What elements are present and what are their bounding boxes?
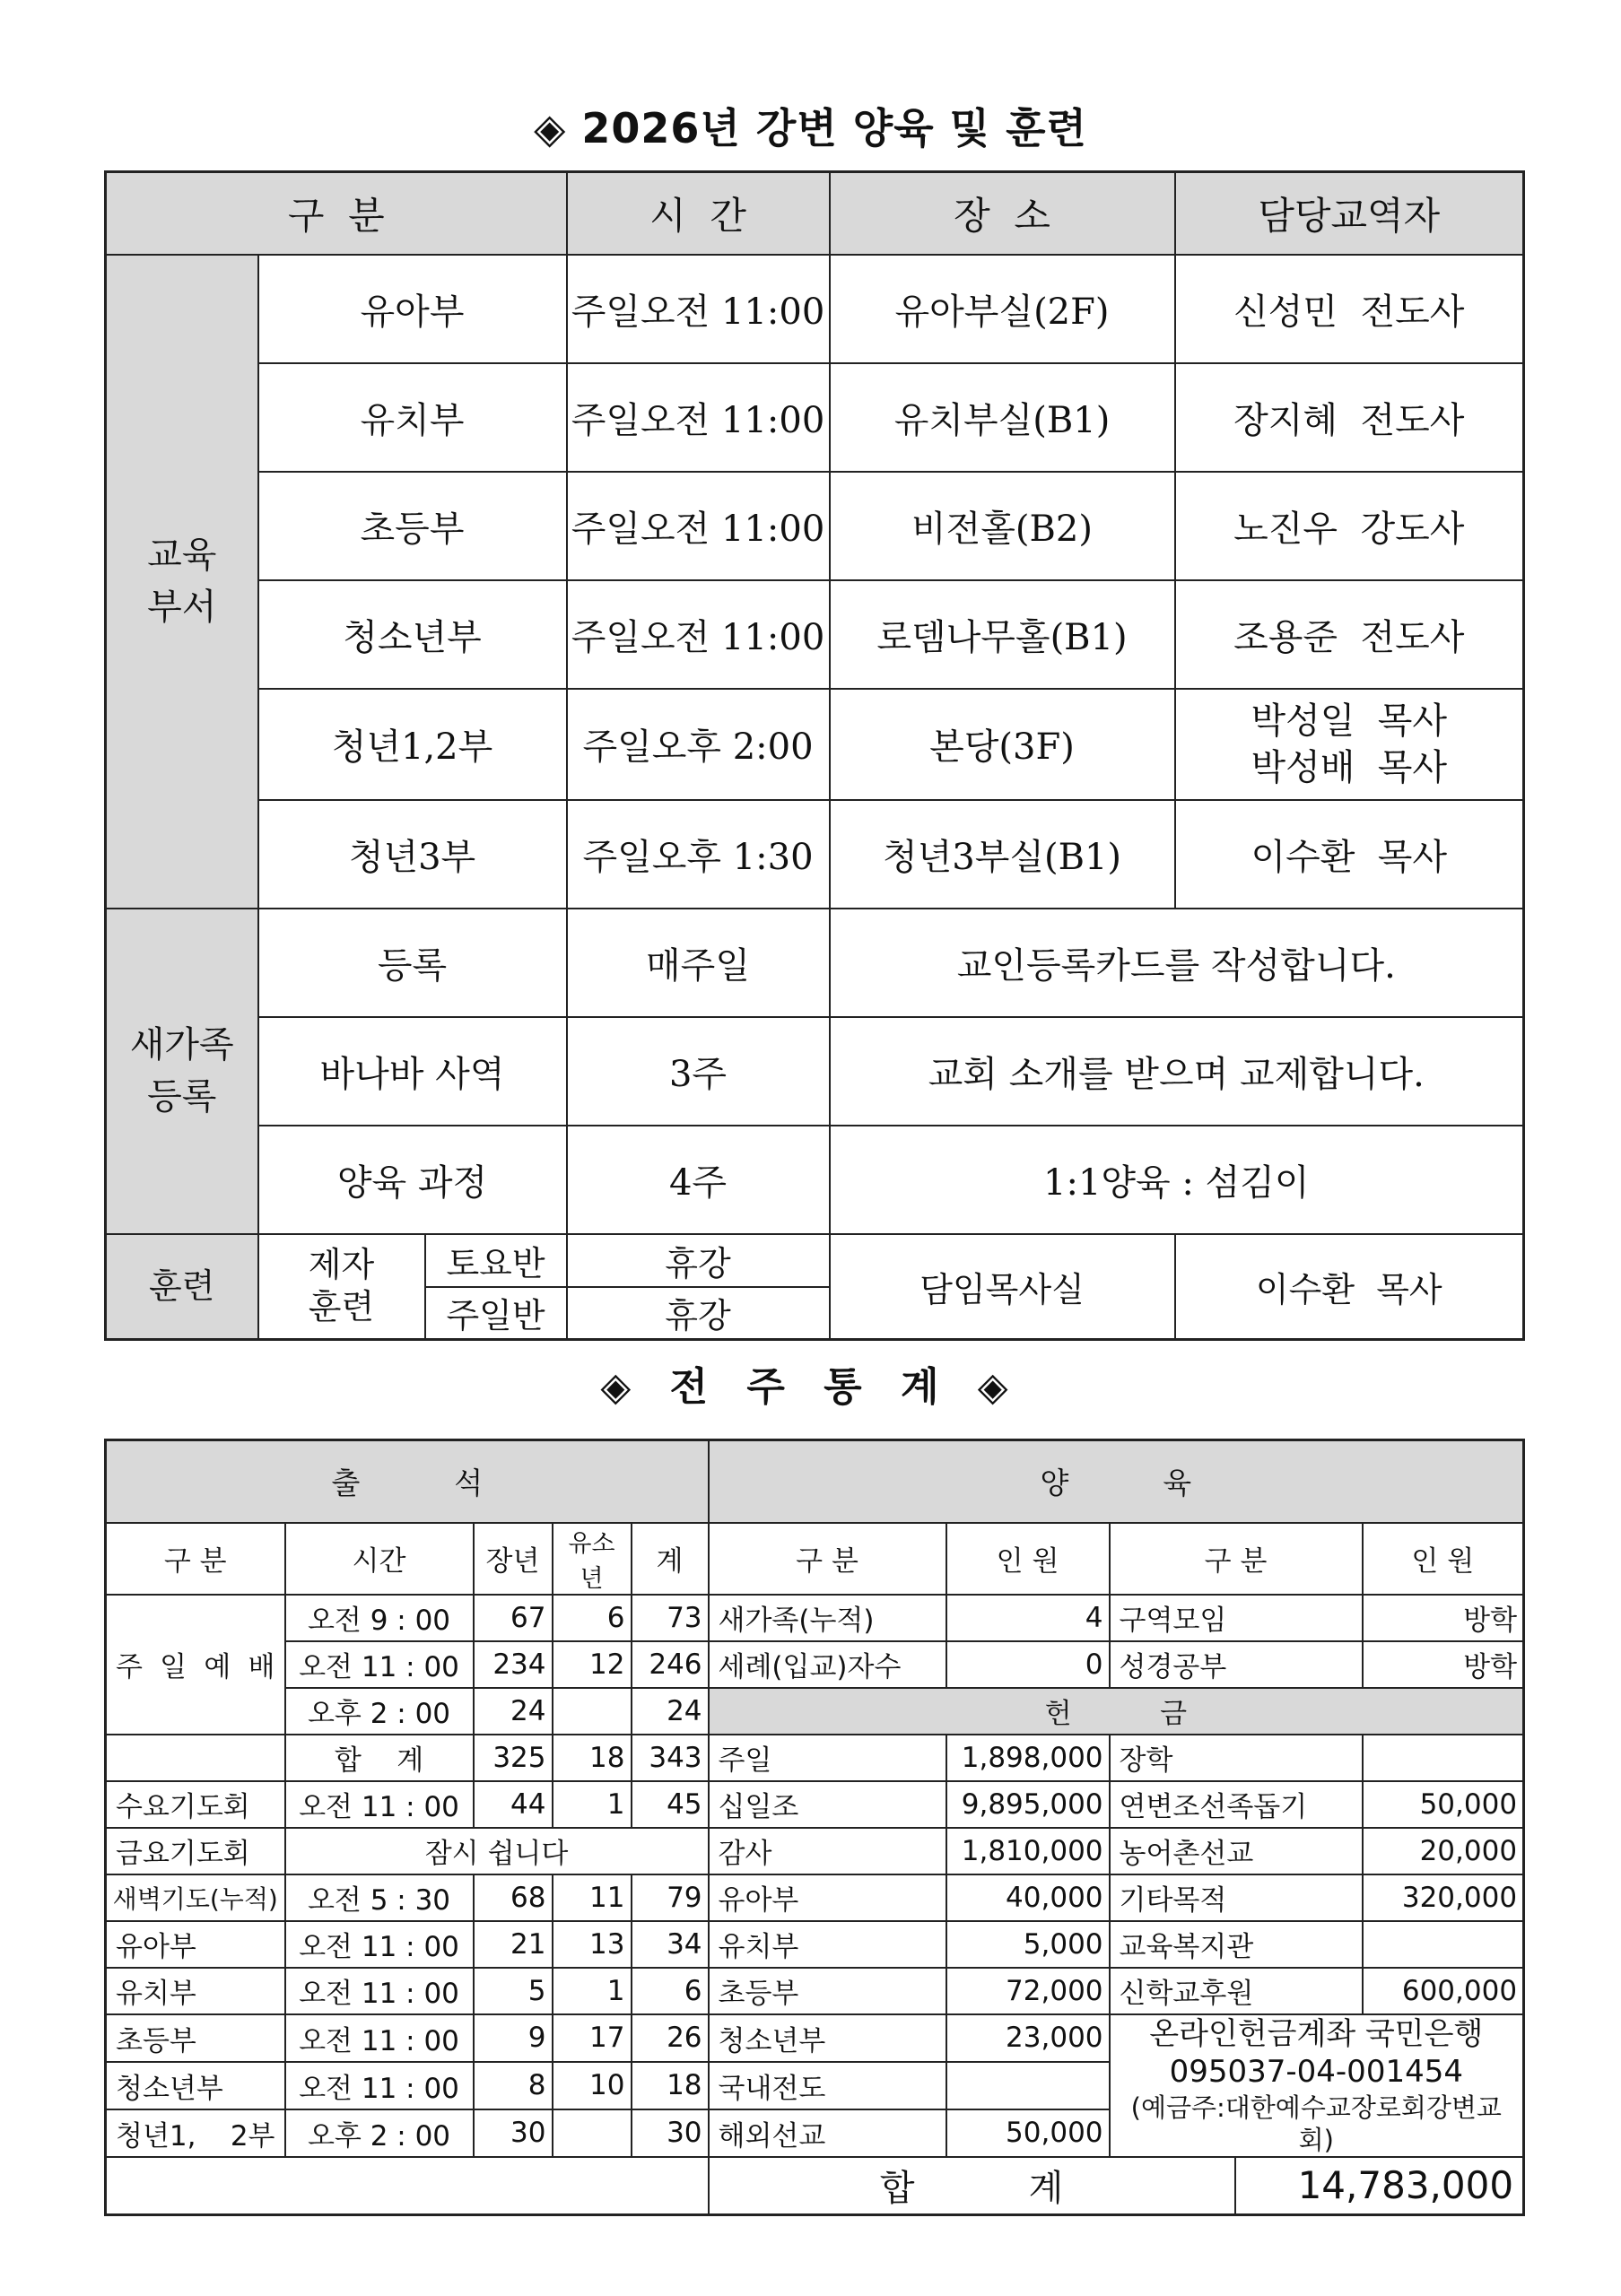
family-time: 매주일: [567, 909, 830, 1017]
offering-amount2: 20,000: [1363, 1828, 1524, 1874]
edu-row: [106, 689, 1524, 800]
family-name: 양육 과정: [258, 1126, 567, 1234]
att-name: 새벽기도(누적): [106, 1874, 285, 1921]
table-row: [106, 1921, 1524, 1968]
stats-section-header: [106, 1440, 1524, 1523]
edu-row: [106, 255, 1524, 363]
family-name: 바나바 사역: [258, 1017, 567, 1126]
att-youth: 11: [553, 1874, 632, 1921]
offering-amount2: 600,000: [1363, 1968, 1524, 2014]
edu-place: 청년3부실(B1): [830, 800, 1175, 909]
att-total: 26: [632, 2014, 709, 2062]
offering-amount: 40,000: [946, 1874, 1110, 1921]
family-desc: 교회 소개를 받으며 교제합니다.: [830, 1017, 1524, 1126]
att-youth: 17: [553, 2014, 632, 2062]
edu-staff: 신성민 전도사: [1175, 255, 1524, 363]
col-n-category2: 구 분: [1110, 1523, 1363, 1595]
edu-name: 유아부: [258, 255, 567, 363]
att-time: 오후 2 : 00: [285, 1688, 474, 1735]
total-label: 합 계: [709, 2157, 1235, 2214]
bank-account-holder: (예금주:대한예수교장로회강변교회): [1130, 2092, 1502, 2155]
offering-name2: 연변조선족돕기: [1110, 1781, 1363, 1828]
offering-name2: 신학교후원: [1110, 1968, 1363, 2014]
att-time: 오전 11 : 00: [285, 1968, 474, 2014]
nurture-count: 4: [946, 1595, 1110, 1641]
col-total: 계: [632, 1523, 709, 1595]
att-youth: 1: [553, 1968, 632, 2014]
edu-place: 비전홀(B2): [830, 472, 1175, 580]
att-total: 30: [632, 2109, 709, 2157]
edu-name: 유치부: [258, 363, 567, 472]
att-name: 초등부: [106, 2014, 285, 2062]
att-adult: 8: [474, 2062, 553, 2109]
att-youth: [553, 2109, 632, 2157]
table-row: [106, 1641, 1524, 1688]
offering-amount: 5,000: [946, 1921, 1110, 1968]
training-row: [106, 1234, 1524, 1287]
att-youth: 6: [553, 1595, 632, 1641]
offering-amount: 1,810,000: [946, 1828, 1110, 1874]
edu-time: 주일오전 11:00: [567, 580, 830, 689]
offering-name2: 장학: [1110, 1735, 1363, 1781]
col-n-count2: 인 원: [1363, 1523, 1524, 1595]
family-row: [106, 909, 1524, 1017]
family-name: 등록: [258, 909, 567, 1017]
att-total: 73: [632, 1595, 709, 1641]
table-row: [106, 1688, 1524, 1735]
bank-name: 온라인헌금계좌 국민은행: [1149, 2015, 1484, 2052]
training-class: 토요반: [425, 1234, 567, 1287]
training-class: 주일반: [425, 1287, 567, 1340]
offering-amount2: 320,000: [1363, 1874, 1524, 1921]
att-time: 합 계: [285, 1735, 474, 1781]
att-total: 79: [632, 1874, 709, 1921]
col-n-count: 인 원: [946, 1523, 1110, 1595]
att-time: 오전 11 : 00: [285, 1641, 474, 1688]
att-note: 잠시 쉽니다: [285, 1828, 709, 1874]
att-total: 45: [632, 1781, 709, 1828]
family-desc: 교인등록카드를 작성합니다.: [830, 909, 1524, 1017]
offering-name: 유아부: [709, 1874, 946, 1921]
att-name: 수요기도회: [106, 1781, 285, 1828]
att-adult: 234: [474, 1641, 553, 1688]
table-row: [106, 1781, 1524, 1828]
total-amount: 14,783,000: [1235, 2157, 1524, 2214]
att-name: 청소년부: [106, 2062, 285, 2109]
offering-amount: 23,000: [946, 2014, 1110, 2062]
att-adult: 67: [474, 1595, 553, 1641]
att-total: 24: [632, 1688, 709, 1735]
offering-name2: 농어촌선교: [1110, 1828, 1363, 1874]
att-empty: [106, 1735, 285, 1781]
offering-amount: 50,000: [946, 2109, 1110, 2157]
col-time: 시간: [285, 1523, 474, 1595]
nurture-name: 세례(입교)자수: [709, 1641, 946, 1688]
att-total: 246: [632, 1641, 709, 1688]
header-staff: 담당교역자: [1175, 172, 1524, 255]
header-place: 장 소: [830, 172, 1175, 255]
att-name: 청년1, 2부: [106, 2109, 285, 2157]
offering-name: 감사: [709, 1828, 946, 1874]
att-total: 18: [632, 2062, 709, 2109]
table-row: [106, 2014, 1524, 2062]
offering-name: 초등부: [709, 1968, 946, 2014]
edu-row: [106, 363, 1524, 472]
edu-name: 청년3부: [258, 800, 567, 909]
offering-amount: 72,000: [946, 1968, 1110, 2014]
attendance-header: 출 석: [106, 1440, 709, 1523]
att-youth: 18: [553, 1735, 632, 1781]
offering-name: 주일: [709, 1735, 946, 1781]
stats-title: ◈ 전 주 통 계 ◈: [600, 1364, 1021, 1410]
offering-amount2: [1363, 1921, 1524, 1968]
family-time: 3주: [567, 1017, 830, 1126]
grand-total-row: [106, 2157, 1524, 2214]
edu-time: 주일오전 11:00: [567, 363, 830, 472]
header-category: 구 분: [106, 172, 567, 255]
att-adult: 24: [474, 1688, 553, 1735]
att-youth: 12: [553, 1641, 632, 1688]
att-youth: [553, 1688, 632, 1735]
total-empty: [106, 2157, 709, 2214]
att-time: 오전 5 : 30: [285, 1874, 474, 1921]
training-sub-label: 제자 훈련: [258, 1234, 425, 1340]
edu-staff: 장지혜 전도사: [1175, 363, 1524, 472]
att-name: 금요기도회: [106, 1828, 285, 1874]
nurture-count2: 방학: [1363, 1595, 1524, 1641]
nurture-header: 양 육: [709, 1440, 1524, 1523]
offering-name2: 기타목적: [1110, 1874, 1363, 1921]
att-adult: 30: [474, 2109, 553, 2157]
att-youth: 1: [553, 1781, 632, 1828]
header-time: 시 간: [567, 172, 830, 255]
edu-place: 로뎀나무홀(B1): [830, 580, 1175, 689]
family-row: [106, 1017, 1524, 1126]
att-youth: 13: [553, 1921, 632, 1968]
table-row: [106, 1735, 1524, 1781]
edu-dept-label: 교육 부서: [106, 255, 258, 909]
offering-header: 헌 금: [709, 1688, 1524, 1735]
att-name: 유치부: [106, 1968, 285, 2014]
edu-staff: 노진우 강도사: [1175, 472, 1524, 580]
stats-column-header: [106, 1523, 1524, 1595]
edu-time: 주일오후 2:00: [567, 689, 830, 800]
edu-row: [106, 800, 1524, 909]
col-adult: 장년: [474, 1523, 553, 1595]
nurture-name2: 성경공부: [1110, 1641, 1363, 1688]
bank-account-info: [1110, 2014, 1524, 2158]
schedule-header-row: [106, 172, 1524, 255]
att-adult: 5: [474, 1968, 553, 2014]
edu-staff: 박성일 목사 박성배 목사: [1175, 689, 1524, 800]
att-time: 오후 2 : 00: [285, 2109, 474, 2157]
edu-time: 주일오전 11:00: [567, 472, 830, 580]
family-label: 새가족 등록: [106, 909, 258, 1234]
training-label: 훈련: [106, 1234, 258, 1340]
offering-name: 십일조: [709, 1781, 946, 1828]
offering-amount: 1,898,000: [946, 1735, 1110, 1781]
edu-place: 유치부실(B1): [830, 363, 1175, 472]
offering-name: 국내전도: [709, 2062, 946, 2109]
col-youth: 유소년: [553, 1523, 632, 1595]
offering-amount: [946, 2062, 1110, 2109]
att-adult: 44: [474, 1781, 553, 1828]
offering-amount2: [1363, 1735, 1524, 1781]
table-row: [106, 1874, 1524, 1921]
table-row: [106, 1595, 1524, 1641]
att-time: 오전 11 : 00: [285, 1781, 474, 1828]
edu-place: 본당(3F): [830, 689, 1175, 800]
att-adult: 68: [474, 1874, 553, 1921]
bank-account-number: 095037-04-001454: [1169, 2054, 1463, 2090]
sunday-worship-label: 주 일 예 배: [106, 1595, 285, 1735]
training-place: 담임목사실: [830, 1234, 1175, 1340]
offering-name: 청소년부: [709, 2014, 946, 2062]
offering-name2: 교육복지관: [1110, 1921, 1363, 1968]
training-status: 휴강: [567, 1287, 830, 1340]
att-youth: 10: [553, 2062, 632, 2109]
table-row: [106, 1828, 1524, 1874]
edu-time: 주일오후 1:30: [567, 800, 830, 909]
att-name: 유아부: [106, 1921, 285, 1968]
edu-name: 초등부: [258, 472, 567, 580]
att-adult: 21: [474, 1921, 553, 1968]
family-desc: 1:1양육 : 섬김이: [830, 1126, 1524, 1234]
schedule-title: ◈ 2026년 강변 양육 및 훈련: [534, 104, 1087, 152]
table-row: [106, 1968, 1524, 2014]
edu-name: 청소년부: [258, 580, 567, 689]
family-time: 4주: [567, 1126, 830, 1234]
edu-time: 주일오전 11:00: [567, 255, 830, 363]
nurture-name2: 구역모임: [1110, 1595, 1363, 1641]
edu-staff: 조용준 전도사: [1175, 580, 1524, 689]
att-total: 343: [632, 1735, 709, 1781]
offering-amount2: 50,000: [1363, 1781, 1524, 1828]
edu-row: [106, 580, 1524, 689]
edu-place: 유아부실(2F): [830, 255, 1175, 363]
edu-row: [106, 472, 1524, 580]
offering-name: 해외선교: [709, 2109, 946, 2157]
schedule-table: [104, 170, 1525, 1341]
nurture-count2: 방학: [1363, 1641, 1524, 1688]
col-n-category: 구 분: [709, 1523, 946, 1595]
att-time: 오전 11 : 00: [285, 2062, 474, 2109]
nurture-name: 새가족(누적): [709, 1595, 946, 1641]
training-staff: 이수환 목사: [1175, 1234, 1524, 1340]
offering-amount: 9,895,000: [946, 1781, 1110, 1828]
att-time: 오전 11 : 00: [285, 2014, 474, 2062]
col-category: 구 분: [106, 1523, 285, 1595]
training-status: 휴강: [567, 1234, 830, 1287]
offering-name: 유치부: [709, 1921, 946, 1968]
att-adult: 9: [474, 2014, 553, 2062]
att-time: 오전 11 : 00: [285, 1921, 474, 1968]
family-row: [106, 1126, 1524, 1234]
att-time: 오전 9 : 00: [285, 1595, 474, 1641]
att-adult: 325: [474, 1735, 553, 1781]
att-total: 34: [632, 1921, 709, 1968]
edu-name: 청년1,2부: [258, 689, 567, 800]
edu-staff: 이수환 목사: [1175, 800, 1524, 909]
att-total: 6: [632, 1968, 709, 2014]
stats-table: [104, 1439, 1525, 2216]
nurture-count: 0: [946, 1641, 1110, 1688]
